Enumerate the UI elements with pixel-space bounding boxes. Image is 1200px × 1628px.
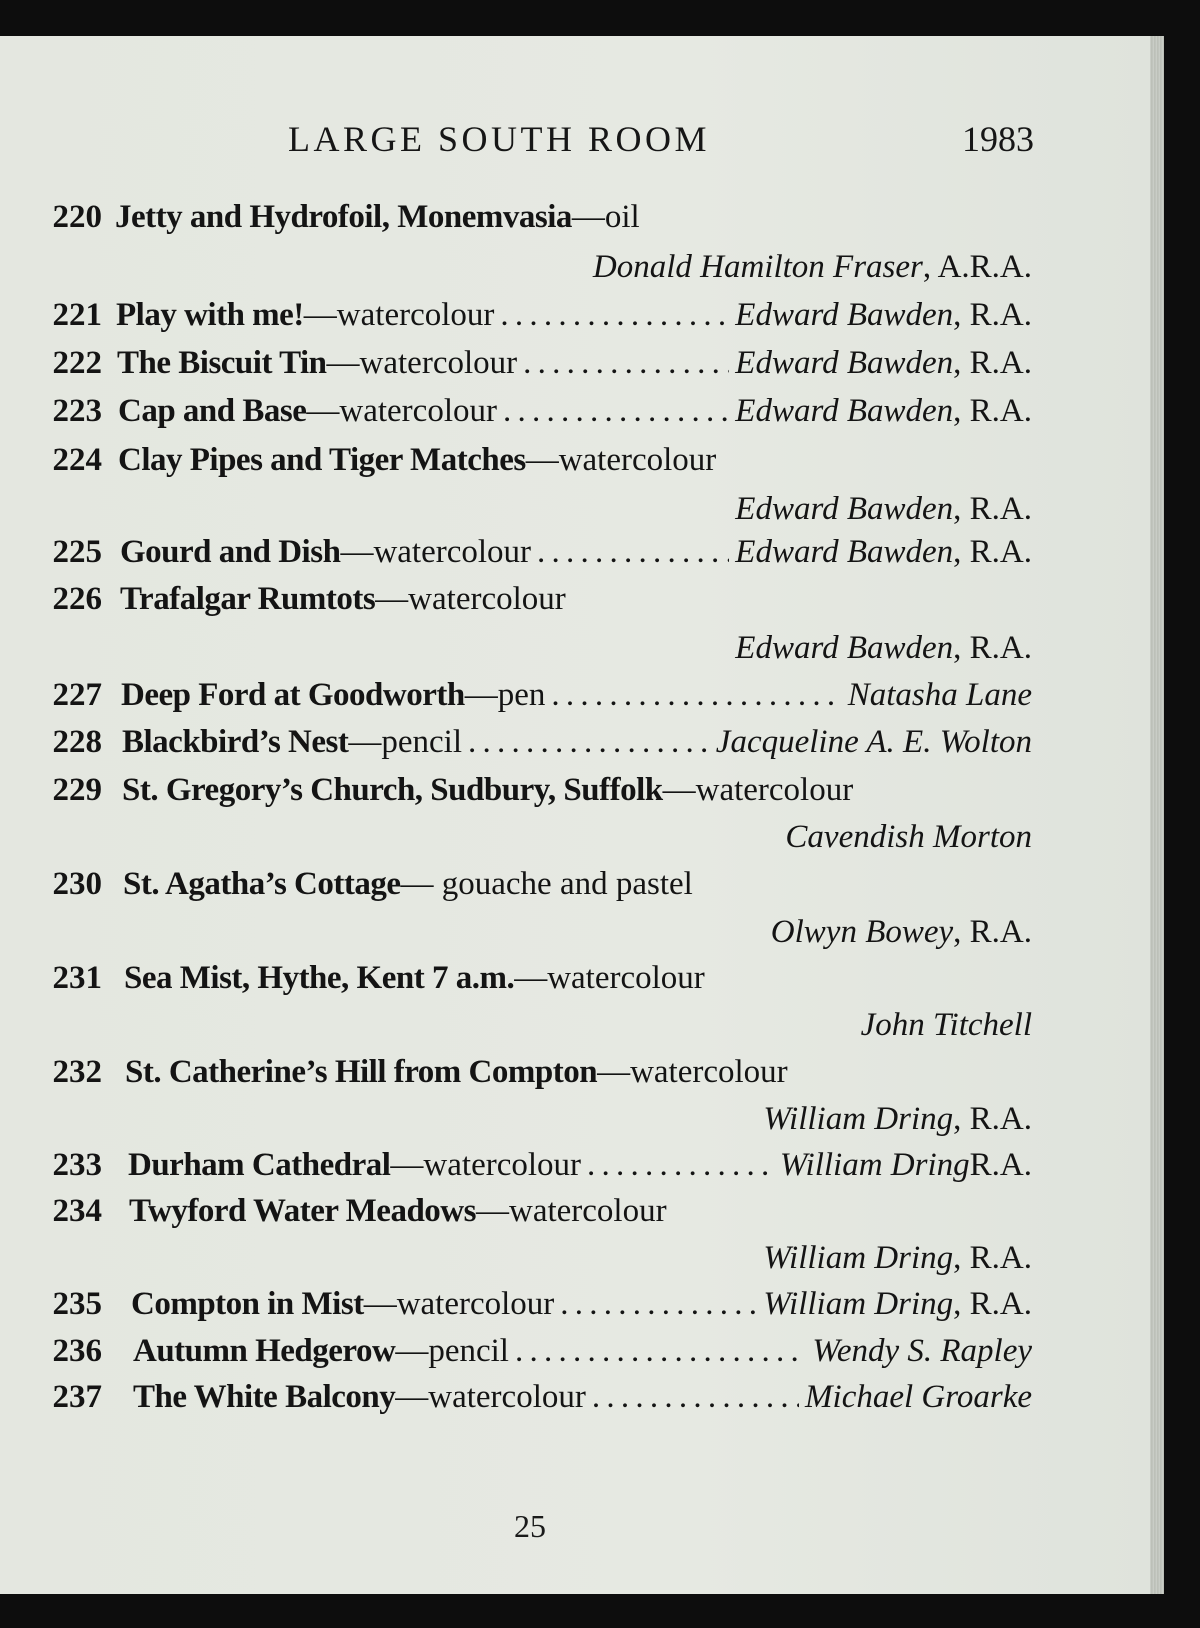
entry-number: 221 [52, 297, 102, 333]
list-item [0, 195, 1150, 239]
artist-suffix: , R.A. [953, 1286, 1032, 1322]
list-item [0, 956, 1150, 1000]
page-edge [1150, 36, 1164, 1594]
dot-leader [503, 389, 729, 433]
list-item [0, 577, 1150, 621]
artist-name: John Titchell [860, 1007, 1032, 1043]
list-item [0, 1329, 1150, 1373]
list-item [0, 1282, 1150, 1326]
entry-number: 230 [52, 866, 102, 902]
artist-name: Edward Bawden [735, 393, 954, 429]
list-item [0, 862, 1150, 906]
dot-leader [515, 1329, 806, 1373]
artwork-title: Durham Cathedral [128, 1147, 391, 1183]
entry-number: 234 [52, 1193, 102, 1229]
artwork-title: Jetty and Hydrofoil, Monemvasia [115, 199, 572, 235]
dot-leader [500, 293, 729, 337]
entry-number: 233 [52, 1147, 102, 1183]
entry-number: 228 [52, 724, 102, 760]
entry-number: 237 [52, 1379, 102, 1415]
catalogue-year: 1983 [962, 119, 1034, 159]
artist-suffix: , R.A. [953, 393, 1032, 429]
entry-number: 231 [52, 960, 102, 996]
artwork-title: St. Catherine’s Hill from Compton [125, 1054, 598, 1090]
list-item-continuation [0, 1236, 1150, 1280]
page-number: 25 [514, 1508, 546, 1544]
artwork-title: St. Gregory’s Church, Sudbury, Suffolk [122, 772, 663, 808]
artwork-title: Twyford Water Meadows [129, 1193, 476, 1229]
dot-leader [592, 1375, 799, 1419]
entry-number: 222 [52, 345, 102, 381]
list-item [0, 673, 1150, 717]
artwork-medium: —watercolour [363, 1286, 555, 1322]
list-item [0, 389, 1150, 433]
artist-name: Edward Bawden [735, 345, 954, 381]
artwork-medium: —watercolour [390, 1147, 582, 1183]
artwork-title: Sea Mist, Hythe, Kent 7 a.m. [124, 960, 515, 996]
list-item [0, 1143, 1150, 1187]
artist-suffix: , A.R.A. [922, 249, 1032, 285]
artwork-title: Clay Pipes and Tiger Matches [118, 442, 526, 478]
entry-number: 235 [52, 1286, 102, 1322]
artwork-medium: —watercolour [303, 297, 495, 333]
list-item [0, 768, 1150, 812]
artwork-medium: —watercolour [395, 1379, 586, 1415]
artwork-medium: —watercolour [662, 772, 854, 808]
artist-name: William Dring [763, 1240, 954, 1276]
artist-name: Edward Bawden [735, 534, 954, 570]
entry-number: 224 [52, 442, 102, 478]
artwork-title: Cap and Base [118, 393, 307, 429]
entry-number: 226 [52, 581, 102, 617]
list-item [0, 1189, 1150, 1233]
artwork-medium: —pen [464, 677, 546, 713]
artist-name: Natasha Lane [847, 677, 1032, 713]
artwork-medium: —watercolour [306, 393, 497, 429]
artwork-title: St. Agatha’s Cottage [123, 866, 401, 902]
artist-suffix: , R.A. [953, 914, 1032, 950]
artwork-title: Deep Ford at Goodworth [121, 677, 465, 713]
artist-name: Edward Bawden [735, 491, 954, 527]
artwork-title: Blackbird’s Nest [122, 724, 349, 760]
list-item [0, 720, 1150, 764]
artist-name: William Dring [779, 1147, 970, 1183]
list-item [0, 293, 1150, 337]
artwork-medium: —watercolour [340, 534, 532, 570]
list-item [0, 438, 1150, 482]
entry-number: 229 [52, 772, 102, 808]
room-title: LARGE SOUTH ROOM [288, 119, 711, 159]
artwork-title: The Biscuit Tin [117, 345, 327, 381]
artist-suffix: , R.A. [953, 491, 1032, 527]
list-item [0, 341, 1150, 385]
entry-number: 223 [52, 393, 102, 429]
list-item-continuation [0, 1003, 1150, 1047]
list-item [0, 1375, 1150, 1419]
artist-name: Olwyn Bowey [770, 914, 954, 950]
dot-leader [537, 530, 729, 574]
dot-leader [560, 1282, 757, 1326]
artist-suffix: , R.A. [953, 345, 1032, 381]
artist-name: Edward Bawden [735, 297, 954, 333]
artwork-title: Trafalgar Rumtots [120, 581, 376, 617]
entry-number: 220 [52, 199, 102, 235]
list-item-continuation [0, 487, 1150, 531]
artist-name: William Dring [763, 1286, 954, 1322]
artwork-title: Gourd and Dish [120, 534, 341, 570]
artwork-title: Autumn Hedgerow [133, 1333, 396, 1369]
artwork-medium: —watercolour [326, 345, 518, 381]
artist-name: Cavendish Morton [785, 819, 1032, 855]
entry-number: 225 [52, 534, 102, 570]
artwork-medium: —pencil [395, 1333, 509, 1369]
artist-suffix: R.A. [969, 1147, 1032, 1183]
dot-leader [587, 1143, 774, 1187]
dot-leader [468, 720, 710, 764]
artwork-medium: — gouache and pastel [400, 866, 693, 902]
list-item-continuation [0, 910, 1150, 954]
artist-suffix: , R.A. [953, 297, 1032, 333]
list-item [0, 530, 1150, 574]
artist-suffix: , R.A. [953, 1101, 1032, 1137]
artist-suffix: , R.A. [953, 630, 1032, 666]
entry-number: 236 [52, 1333, 102, 1369]
artwork-medium: —watercolour [475, 1193, 667, 1229]
artwork-medium: —watercolour [597, 1054, 788, 1090]
artist-name: Edward Bawden [735, 630, 954, 666]
entry-number: 232 [52, 1054, 102, 1090]
artist-suffix: , R.A. [953, 534, 1032, 570]
artwork-medium: —watercolour [375, 581, 566, 617]
artwork-title: The White Balcony [133, 1379, 396, 1415]
artwork-title: Play with me! [116, 297, 304, 333]
list-item [0, 1050, 1150, 1094]
list-item-continuation [0, 626, 1150, 670]
artist-name: Jacqueline A. E. Wolton [715, 724, 1032, 760]
list-item-continuation [0, 815, 1150, 859]
entry-number: 227 [52, 677, 102, 713]
artist-name: Donald Hamilton Fraser [592, 249, 923, 285]
artwork-medium: —watercolour [525, 442, 717, 478]
artwork-medium: —pencil [348, 724, 463, 760]
artist-name: William Dring [763, 1101, 954, 1137]
list-item-continuation [0, 1097, 1150, 1141]
artwork-title: Compton in Mist [131, 1286, 364, 1322]
artwork-medium: —watercolour [514, 960, 705, 996]
dot-leader [523, 341, 729, 385]
dot-leader [551, 673, 841, 717]
artwork-medium: —oil [571, 199, 640, 235]
artist-name: Michael Groarke [805, 1379, 1032, 1415]
artist-name: Wendy S. Rapley [812, 1333, 1032, 1369]
artist-suffix: , R.A. [953, 1240, 1032, 1276]
list-item-continuation [0, 245, 1150, 289]
